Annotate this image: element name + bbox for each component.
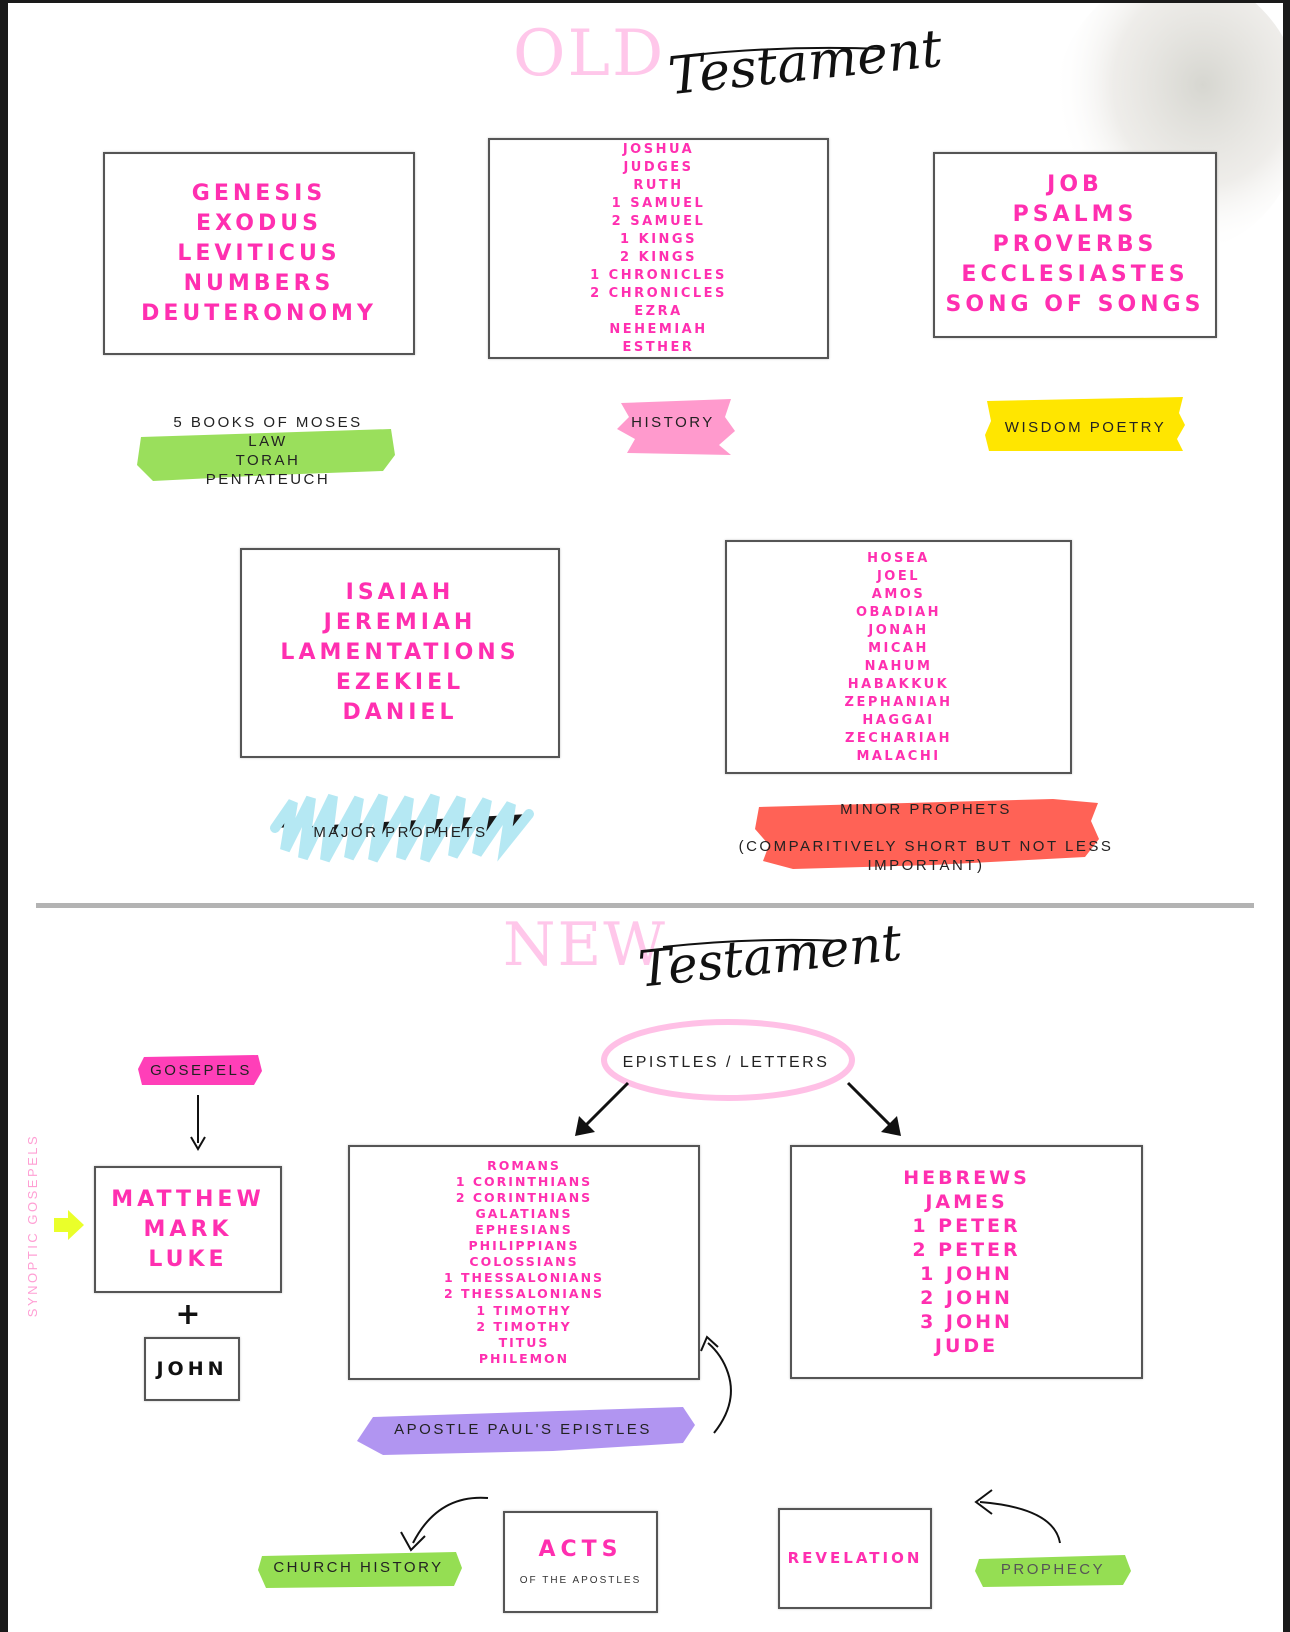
minor-label-line: MINOR PROPHETS (840, 801, 1012, 818)
book-malachi: MALACHI (856, 748, 941, 764)
john-box (144, 1337, 240, 1401)
law-label-line: LAW (248, 433, 288, 450)
book-jeremiah: JEREMIAH (323, 610, 477, 635)
title-underline (658, 933, 848, 953)
book-esther: ESTHER (622, 340, 695, 355)
major-prophets-box (240, 548, 560, 758)
book-job: JOB (1047, 172, 1103, 197)
book-lamentations: LAMENTATIONS (280, 640, 520, 665)
book-proverbs: PROVERBS (992, 232, 1158, 257)
book-2-corinthians: 2 CORINTHIANS (455, 1189, 593, 1205)
book-2-thessalonians: 2 THESSALONIANS (443, 1286, 605, 1302)
section-divider (36, 903, 1254, 908)
book-habakkuk: HABAKKUK (847, 676, 950, 692)
minor-label-line: IMPORTANT) (867, 857, 985, 874)
arrow-down-right-icon (843, 1078, 903, 1138)
book-amos: AMOS (871, 586, 926, 602)
book-philippians: PHILIPPIANS (468, 1238, 580, 1254)
book-haggai: HAGGAI (862, 712, 935, 728)
book-2-kings: 2 KINGS (620, 250, 697, 265)
major-prophets-label: MAJOR PROPHETS (313, 824, 488, 841)
book-joshua: JOSHUA (622, 142, 695, 157)
book-james: JAMES (925, 1190, 1008, 1213)
minor-label-line: (COMPARITIVELY SHORT BUT NOT LESS (738, 838, 1114, 855)
church-history-label: CHURCH HISTORY (273, 1559, 444, 1576)
book-obadiah: OBADIAH (855, 604, 942, 620)
pauline-epistles-box (348, 1145, 700, 1380)
law-label (103, 413, 433, 489)
book-titus: TITUS (498, 1334, 550, 1350)
arrow-right-icon (52, 1208, 86, 1242)
arrow-down-icon (188, 1093, 208, 1153)
book-philemon: PHILEMON (478, 1350, 570, 1366)
book-revelation: REVELATION (787, 1549, 923, 1567)
book-2-john: 2 JOHN (920, 1286, 1013, 1309)
book-ezekiel: EZEKIEL (335, 670, 465, 695)
book-colossians: COLOSSIANS (469, 1254, 579, 1270)
law-label-line: 5 BOOKS OF MOSES (173, 414, 363, 431)
new-title-script: Testament (635, 913, 905, 999)
book-zephaniah: ZEPHANIAH (844, 694, 953, 710)
wisdom-label: WISDOM POETRY (1004, 419, 1167, 436)
book-1-kings: 1 KINGS (620, 232, 697, 247)
book-1-corinthians: 1 CORINTHIANS (455, 1173, 593, 1189)
book-daniel: DANIEL (342, 700, 458, 725)
page (8, 3, 1283, 1632)
wisdom-box (933, 152, 1217, 338)
book-hosea: HOSEA (867, 550, 930, 566)
book-psalms: PSALMS (1012, 202, 1138, 227)
gospels-label: GOSEPELS (150, 1062, 252, 1079)
book-micah: MICAH (868, 640, 929, 656)
old-title: OLD (513, 17, 666, 91)
plus-sign: + (175, 1297, 201, 1332)
title-underline (688, 41, 888, 61)
book-ruth: RUTH (633, 178, 684, 193)
book-judges: JUDGES (623, 160, 694, 175)
book-luke: LUKE (148, 1246, 228, 1272)
book-2-samuel: 2 SAMUEL (611, 214, 706, 229)
book-1-peter: 1 PETER (912, 1214, 1021, 1237)
general-epistles-box (790, 1145, 1143, 1379)
book-ephesians: EPHESIANS (475, 1222, 573, 1238)
minor-prophets-box (725, 540, 1072, 774)
book-genesis: GENESIS (191, 180, 327, 206)
old-title-script: Testament (665, 18, 945, 108)
history-label: HISTORY (631, 414, 715, 431)
book-romans: ROMANS (487, 1157, 561, 1173)
epistles-label: EPISTLES / LETTERS (622, 1054, 830, 1071)
book-2-chronicles: 2 CHRONICLES (590, 286, 727, 301)
book-john: JOHN (156, 1358, 228, 1380)
synoptic-gospels-box (94, 1166, 282, 1293)
acts-box (503, 1511, 658, 1613)
book-hebrews: HEBREWS (903, 1166, 1030, 1189)
book-isaiah: ISAIAH (345, 580, 455, 605)
book-acts: ACTS (538, 1536, 623, 1562)
law-label-line: PENTATEUCH (205, 471, 331, 488)
book-jonah: JONAH (868, 622, 929, 638)
book-exodus: EXODUS (196, 210, 322, 236)
law-label-line: TORAH (235, 452, 301, 469)
book-matthew: MATTHEW (111, 1186, 265, 1212)
book-leviticus: LEVITICUS (177, 240, 341, 266)
book-song-of-songs: SONG OF SONGS (945, 292, 1205, 317)
book-jude: JUDE (934, 1334, 999, 1357)
book-deuteronomy: DEUTERONOMY (141, 300, 377, 326)
book-1-chronicles: 1 CHRONICLES (590, 268, 727, 283)
book-ecclesiastes: ECCLESIASTES (961, 262, 1189, 287)
history-box (488, 138, 829, 359)
pentateuch-box (103, 152, 415, 355)
book-3-john: 3 JOHN (920, 1310, 1013, 1333)
book-galatians: GALATIANS (475, 1205, 573, 1221)
curved-arrow-up-icon (698, 1333, 743, 1438)
book-nehemiah: NEHEMIAH (609, 322, 708, 337)
book-zechariah: ZECHARIAH (844, 730, 953, 746)
book-1-timothy: 1 TIMOTHY (476, 1302, 572, 1318)
book-nahum: NAHUM (864, 658, 933, 674)
curved-arrow-left-icon (968, 1478, 1078, 1548)
book-ezra: EZRA (634, 304, 683, 319)
book-1-thessalonians: 1 THESSALONIANS (443, 1270, 605, 1286)
book-2-peter: 2 PETER (912, 1238, 1021, 1261)
arrow-down-left-icon (573, 1078, 633, 1138)
book-mark: MARK (143, 1216, 233, 1242)
book-numbers: NUMBERS (183, 270, 335, 296)
minor-prophets-label (716, 800, 1136, 875)
book-1-john: 1 JOHN (920, 1262, 1013, 1285)
synoptic-side-label: SYNOPTIC GOSEPELS (25, 1133, 41, 1318)
acts-subtitle: OF THE APOSTLES (519, 1574, 642, 1586)
book-2-timothy: 2 TIMOTHY (476, 1318, 572, 1334)
book-1-samuel: 1 SAMUEL (611, 196, 706, 211)
new-title: NEW (503, 910, 667, 980)
book-joel: JOEL (876, 568, 921, 584)
pauline-label: APOSTLE PAUL'S EPISTLES (394, 1421, 652, 1438)
synoptic-side-label-wrap (22, 1123, 44, 1328)
revelation-box (778, 1508, 932, 1609)
prophecy-label: PROPHECY (1000, 1561, 1106, 1578)
